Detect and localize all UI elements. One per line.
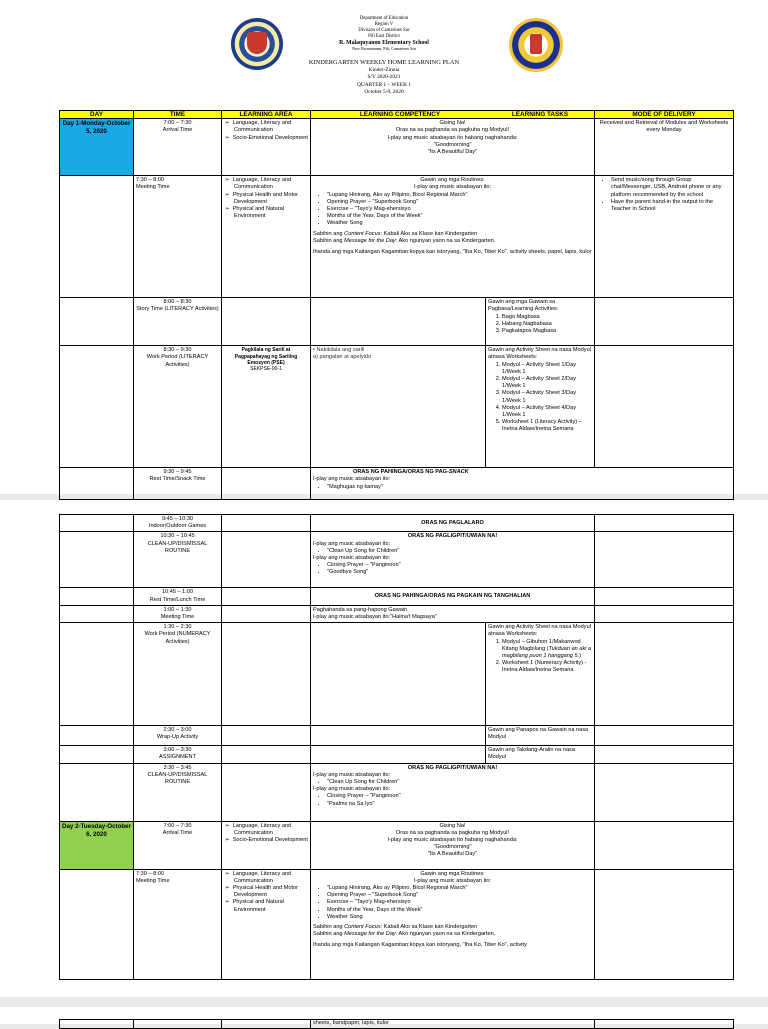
task-cell: Gawin ang Panapos na Gawain na nasa Modyul [486,726,595,746]
plan-table-page1 [59,110,734,500]
table-row [60,821,734,869]
area-cell: ➢ Language, Literacy and Communication ➢ Socio-Emotional Development [222,119,311,176]
page-3 [0,1007,768,1024]
competency-cell: Gawin ang mga Routines: I-play ang music atsabayan ito: • "Lupang Hinirang, Ako ay Pilipino, Bicol Regional March" • Opening Prayer – "Superbook Song" • Exercise – "Tayo'y Mag-ehersisyo • Months of the Year, Days of the Week" • Weather Song Sabihin ang Content Focus: Kabali Ako sa Klase kan Kindergarten Sabihin ang Message for the Day: Ako ngunyan yaon na sa Kindergarten. Ihanda ang mga Kailangan Kagamitan:kopya kan istoryang, "Iha Ko, Tiber Ko", activity [311,869,595,979]
header-division: Division of Camarines Sur [358,28,410,33]
time-cell: 3:30 – 3:45 CLEAN-UP/DISMISSAL ROUTINE [134,763,222,821]
header-address: New Bwantanum, Pili, Camarines Sur [352,46,416,51]
plan-quarter: QUARTER 1 – WEEK 1 [356,82,412,88]
time-cell: 7:00 – 7:30 Arrival Time [134,119,222,176]
header-district: Pili East District [368,34,400,39]
time-cell: 7:30 – 8:00 Meeting Time [134,176,222,298]
competency-cell: Gising Na! Oras na sa paghanda sa pagkuha ng Modyul! I-play ang music atsabayan ito habang naghahanda: "Goodmorning" "Its A Beautiful Day" [311,119,595,176]
area-cell: ➢ Language, Literacy and Communication ➢ Physical Health and Motor Development ➢ Physical and Natural Environment [222,869,311,979]
page-2 [0,500,768,997]
table-row [60,746,734,763]
task-cell: Gawin ang Activity Sheet na nasa Modyul atnasa Worksheets: 1. Modyul – Activity Sheet 1/Day 1/Week 1 2. Modyul – Activity Sheet 2/Day 1/Week 1 3. Modyul – Activity Sheet 3/Day 1/Week 1 4. Modyul – Activity Sheet 4/Day 1/Week 1 5. Worksheet 1 (Literacy Activity) – Inetna Aldaw/Inetna Semana [486,346,595,468]
time-cell: 1:00 – 1:30 Meeting Time [134,605,222,622]
col-time: TIME [134,111,222,119]
time-cell: 8:00 – 8:30 Story Time (LITERACY Activities) [134,298,222,346]
table-row [60,726,734,746]
area-cell: ➢ Language, Literacy and Communication ➢ Physical Health and Motor Development ➢ Physical and Natural Environment [222,176,311,298]
header-school: R. Malaquyanon Elementary School [339,40,429,46]
col-learning-competency: LEARNING COMPETENCY LEARNING TASKS [311,111,595,119]
table-row [60,588,734,605]
table-row [60,176,734,298]
day1-cell: Day 1-Monday-October 5, 2020 [60,119,134,176]
mode-cell: • Send music/song through Group chat/Messenger, USB, Android phone or any platform recommended by the school • Have the parent hand-in the output to the Teacher in School [595,176,734,298]
competency-cell: ORAS NG PAHINGA/ORAS NG PAG-SNACK I-play ang music atsabayan ito: • "Maghugas ng kamay" [311,468,734,500]
competency-cell: ORAS NG PAGLALARO [311,515,595,532]
competency-cell: ORAS NG PAGLIGPIT/UWIAN NA! I-play ang music atsabayan ito: • "Clean Up Song for Children" I-play ang music atsabayan ito: • Closing Prayer – "Panginoon" • "Goodbye Song" [311,532,595,588]
time-cell: 1:30 – 2:30 Work Period (NUMERACY Activities) [134,623,222,726]
table-row [60,605,734,622]
table-row [60,119,734,176]
table-row [60,623,734,726]
table-row [60,532,734,588]
task-cell: Gawin ang Takdang-Aralin na nasa Modyul [486,746,595,763]
time-cell: 3:00 – 3:30 ASSIGNMENT [134,746,222,763]
competency-cell: Paghahanda sa pang-hapong Gawain I-play ang music atsabayan ito:"Halina't Magsaya" [311,605,595,622]
page-1 [0,0,768,494]
header-region: Region V [374,22,394,27]
col-mode-of-delivery: MODE OF DELIVERY [595,111,734,119]
table-row [60,298,734,346]
competency-cell: • Nakikilala ang sarili a) pangalan at apelyido [311,346,486,468]
time-cell: 9:30 – 9:45 Rest Time/Snack Time [134,468,222,500]
col-day: DAY [60,111,134,119]
header-dept: Department of Education [359,16,409,21]
competency-cell: sheets, bandpaper, lapis, kulor [311,1020,595,1029]
table-row [60,515,734,532]
plan-title: KINDERGARTEN WEEKLY HOME LEARNING PLAN [308,59,460,66]
plan-section: Kinder-Zinnia [368,67,400,73]
time-cell: 2:30 – 3:00 Wrap-Up Activity [134,726,222,746]
area-cell: ➢ Language, Literacy and Communication ➢ Socio-Emotional Development [222,821,311,869]
time-cell: 10:45 – 1:00 Rest Time/Lunch Time [134,588,222,605]
table-row [60,468,734,500]
plan-dates: October 5-9, 2020 [364,89,404,95]
mode-cell: Received and Retrieval of Modules and Worksheets every Monday [595,119,734,176]
area-cell-pse: Pagkilala ng Sarili at Pagpapahayag ng Sariling Emosyon (PSE) SEKPSE-00-1 [222,346,311,468]
competency-cell: Gawin ang mga Routines: I-play ang music atsabayan ito: • "Lupang Hinirang, Ako ay Pilipino, Bicol Regional March" • Opening Prayer – "Superbook Song" • Exercise – "Tayo'y Mag-ehersisyo • Months of the Year, Days of the Week" • Weather Song Sabihin ang Content Focus: Kabali Ako sa Klase kan Kindergarten Sabihin ang Message for the Day: Ako ngunyan yaon na sa Kindergarten. Ihanda ang mga Kailangan Kagamitan:kopya kan istoryang, "Iha Ko, Tiber Ko", activity sheets, papel, lapis, kulor [311,176,595,298]
time-cell: 7:30 – 8:00 Meeting Time [134,869,222,979]
table-row [60,763,734,821]
time-cell: 7:00 – 7:30 Arrival Time [134,821,222,869]
plan-table-page3 [59,1019,734,1029]
competency-cell: ORAS NG PAGLIGPIT/UWIAN NA! I-play ang music atsabayan ito: • "Clean Up Song for Children" I-play ang music atsabayan ito: • Closing Prayer – "Panginoon" • "Psalms na Sa Iyo" [311,763,595,821]
table-row [60,869,734,979]
plan-school-year: S/Y 2020-2021 [367,74,401,80]
time-cell: 9:45 – 10:30 Indoor/Outdoor Games [134,515,222,532]
day2-cell: Day 2-Tuesday-October 6, 2020 [60,821,134,869]
competency-cell: Gising Na! Oras na sa paghanda sa pagkuha ng Modyul! I-play ang music atsabayan ito habang naghahanda: "Goodmorning" "Its A Beautiful Day" [311,821,595,869]
time-cell: 8:30 – 9:30 Work Period (LITERACY Activities) [134,346,222,468]
plan-table-page2 [59,514,734,980]
competency-cell: ORAS NG PAHINGA/ORAS NG PAGKAIN NG TANGHALIAN [311,588,595,605]
table-row [60,346,734,468]
task-cell: Gawin ang mga Gawain sa Pagbasa/Learning Activities: 1. Bago Magbasa 2. Habang Nagbabasa 3. Pagkatapos Magbasa [486,298,595,346]
task-cell: Gawin ang Activity Sheet na nasa Modyul atnasa Worksheets: 1. Modyul – Gibuhon 1/Makanwod Kitang Magbilang (Tukduan an aki a magbilang puon 1 hanggang 5.) 2. Worksheet 1 (Numeracy Activity) - Inetna Aldaw/Inetna Semana [486,623,595,726]
col-learning-area: LEARNING AREA [222,111,311,119]
table-row [60,1020,734,1029]
time-cell: 10:30 – 10:45 CLEAN-UP/DISMISSAL ROUTINE [134,532,222,588]
document-header [0,8,768,104]
